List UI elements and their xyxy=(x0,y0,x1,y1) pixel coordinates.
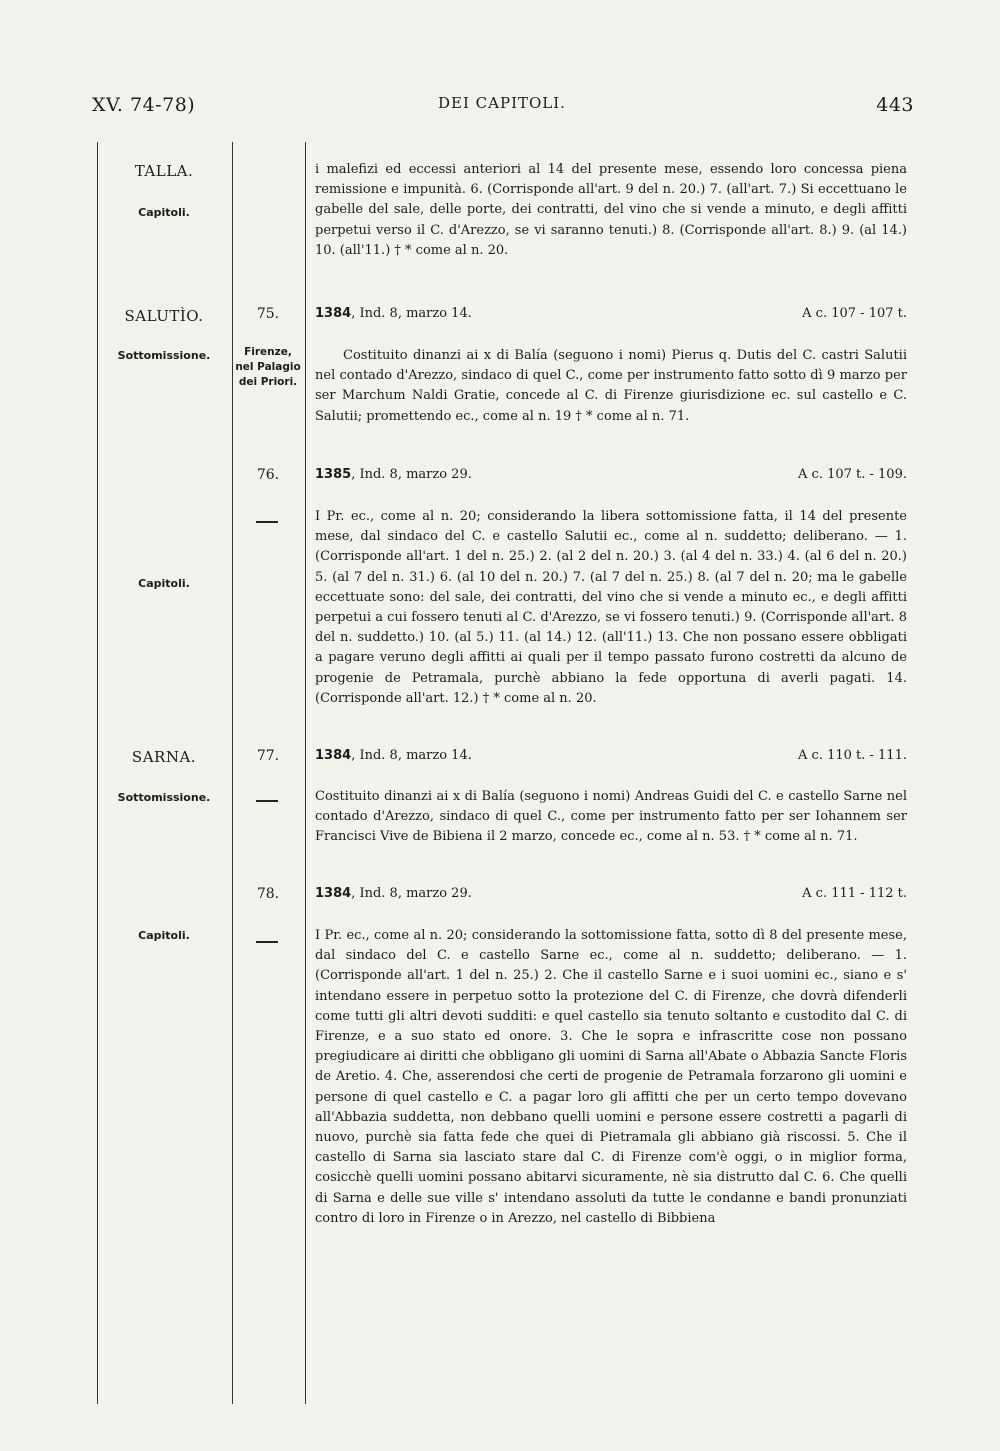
entry-date: , Ind. 8, marzo 14. xyxy=(351,748,472,763)
entry-text xyxy=(315,926,907,1229)
entry-heading xyxy=(315,306,907,326)
entry-heading xyxy=(315,886,907,906)
dash-mark xyxy=(256,800,278,802)
dash-mark xyxy=(256,521,278,523)
paragraph: i malefizi ed eccessi anteriori al 14 del presente mese, essendo loro concessa piena remissione e impunità. 6. (Corrisponde all'art. 9 del n. 20.) 7. (all'art. 7.) Si eccettuano le gabelle del sale, delle porte, dei contratti, del vino che si vende a minuto, e degli affitti perpetui verso il C. d'Arezzo, se vi saranno tenuti.) 8. (Corrisponde all'art. 8.) 9. (al 14.) 10. (all'11.) † * come al n. 20. xyxy=(315,162,907,258)
label-sottomissione: Sottomissione. xyxy=(117,791,211,804)
entry-year: 1385 xyxy=(315,467,352,482)
entry-number: 78. xyxy=(256,886,280,902)
entry-date: , Ind. 8, marzo 29. xyxy=(351,886,472,901)
entry-folio-ref: A c. 107 t. - 109. xyxy=(798,467,907,482)
entry-text xyxy=(315,787,907,848)
entry-text-talla xyxy=(315,160,907,261)
place-talla: TALLA. xyxy=(134,162,194,180)
entry-number: 76. xyxy=(256,467,280,483)
label-capitoli: Capitoli. xyxy=(138,206,190,219)
label-capitoli: Capitoli. xyxy=(138,577,190,590)
location-line: Firenze, xyxy=(244,346,292,358)
running-title: DEI CAPITOLI. xyxy=(438,94,566,112)
entry-year: 1384 xyxy=(315,886,352,901)
place-salutio: SALUTÌO. xyxy=(124,307,204,325)
section-reference: XV. 74-78) xyxy=(92,94,196,116)
entry-heading xyxy=(315,748,907,768)
entry-year: 1384 xyxy=(315,306,352,321)
entry-folio-ref: A c. 107 - 107 t. xyxy=(802,306,907,321)
entry-date: , Ind. 8, marzo 14. xyxy=(351,306,472,321)
location-line: dei Priori. xyxy=(238,376,298,388)
entry-year: 1384 xyxy=(315,748,352,763)
paragraph: Costituito dinanzi ai x di Balía (seguono i nomi) Pierus q. Dutis del C. castri Salutii nel contado d'Arezzo, sindaco di quel C., come per instrumento fatto sotto dì 9 marzo per ser Marchum Naldi Gratie, concede al C. di Firenze giurisdizione ec. sul castello e C. Salutii; promettendo ec., come al n. 19 † * come al n. 71. xyxy=(315,348,907,424)
paragraph: I Pr. ec., come al n. 20; considerando la sottomissione fatta, sotto dì 8 del presente mese, dal sindaco del C. e castello Sarne ec., come al n. suddetto; deliberano. — 1. (Corrisponde all'art. 1 del n. 25.) 2. Che il castello Sarne e i suoi uomini ec., siano e s' intendano essere in perpetuo sotto la protezione del C. di Firenze, che dovrà difenderli come tutti gli altri devoti sudditi: e quel castello sia tenuto soltanto e custodito dal C. di Firenze, e a suo stato ed onore. 3. Che le sopra e infrascritte cose non possano pregiudicare ai diritti che obbligano gli uomini di Sarna all'Abate o Abbazia Sancte Floris de Aretio. 4. Che, asserendosi che certi de progenie de Petramala forzarono gli uomini e persone di quel castello e C. a pagar loro gli affitti che per un certo tempo dovevano all'Abbazia suddetta, non debbano quelli uomini e persone essere costretti a pagarli di nuovo, purchè sia fatta fede che quei di Pietramala gli abbiano già riscossi. 5. Che il castello di Sarna sia lasciato stare dal C. di Firenze com'è oggi, o in miglior forma, cosicchè quelli uomini possano abitarvi sicuramente, nè sia distrutto dal C. 6. Che quelli di Sarna e delle sue ville s' intendano assoluti da tutte le condanne e bandi pronunziati contro di loro in Firenze o in Arezzo, nel castello di Bibbiena xyxy=(315,928,907,1226)
entry-number: 75. xyxy=(256,306,280,322)
page-number: 443 xyxy=(876,94,914,116)
paragraph: Costituito dinanzi ai x di Balía (seguono i nomi) Andreas Guidi del C. e castello Sarne nel contado d'Arezzo, sindaco di quel C., come per instrumento fatto per ser Iohannem ser Francisci Vive de Bibiena il 2 marzo, concede ec., come al n. 53. † * come al n. 71. xyxy=(315,789,907,845)
place-sarna: SARNA. xyxy=(131,748,197,766)
entry-folio-ref: A c. 110 t. - 111. xyxy=(798,748,907,763)
entry-folio-ref: A c. 111 - 112 t. xyxy=(802,886,907,901)
column-rule-right xyxy=(305,142,306,1404)
dash-mark xyxy=(256,941,278,943)
column-rule-middle xyxy=(232,142,233,1404)
label-sottomissione: Sottomissione. xyxy=(117,349,211,362)
label-capitoli: Capitoli. xyxy=(138,929,190,942)
column-rule-left xyxy=(97,142,98,1404)
location-note xyxy=(234,345,302,390)
entry-text xyxy=(315,507,907,709)
location-line: nel Palagio xyxy=(235,361,301,373)
entry-text xyxy=(315,346,907,427)
paragraph: I Pr. ec., come al n. 20; considerando la libera sottomissione fatta, il 14 del presente mese, dal sindaco del C. e castello Salutii ec., come al n. suddetto; deliberano. — 1. (Corrisponde all'art. 1 del n. 25.) 2. (al 2 del n. 20.) 3. (al 4 del n. 33.) 4. (al 6 del n. 20.) 5. (al 7 del n. 31.) 6. (al 10 del n. 20.) 7. (al 7 del n. 25.) 8. (al 7 del n. 20; ma le gabelle eccettuate sono: del sale, dei contratti, del vino che si vende a minuto ec., e degli affitti perpetui a cui fossero tenuti al C. d'Arezzo, se vi fossero tenuti.) 9. (Corrisponde all'art. 8 del n. suddetto.) 10. (al 5.) 11. (al 14.) 12. (all'11.) 13. Che non possano essere obbligati a pagare veruno degli affitti ai quali per il tempo passato furono costretti da alcuno de progenie de Petramala, purchè abbiano la fede opportuna di averli pagati. 14. (Corrisponde all'art. 12.) † * come al n. 20. xyxy=(315,509,907,706)
entry-heading xyxy=(315,467,907,487)
entry-date: , Ind. 8, marzo 29. xyxy=(351,467,472,482)
entry-number: 77. xyxy=(256,748,280,764)
